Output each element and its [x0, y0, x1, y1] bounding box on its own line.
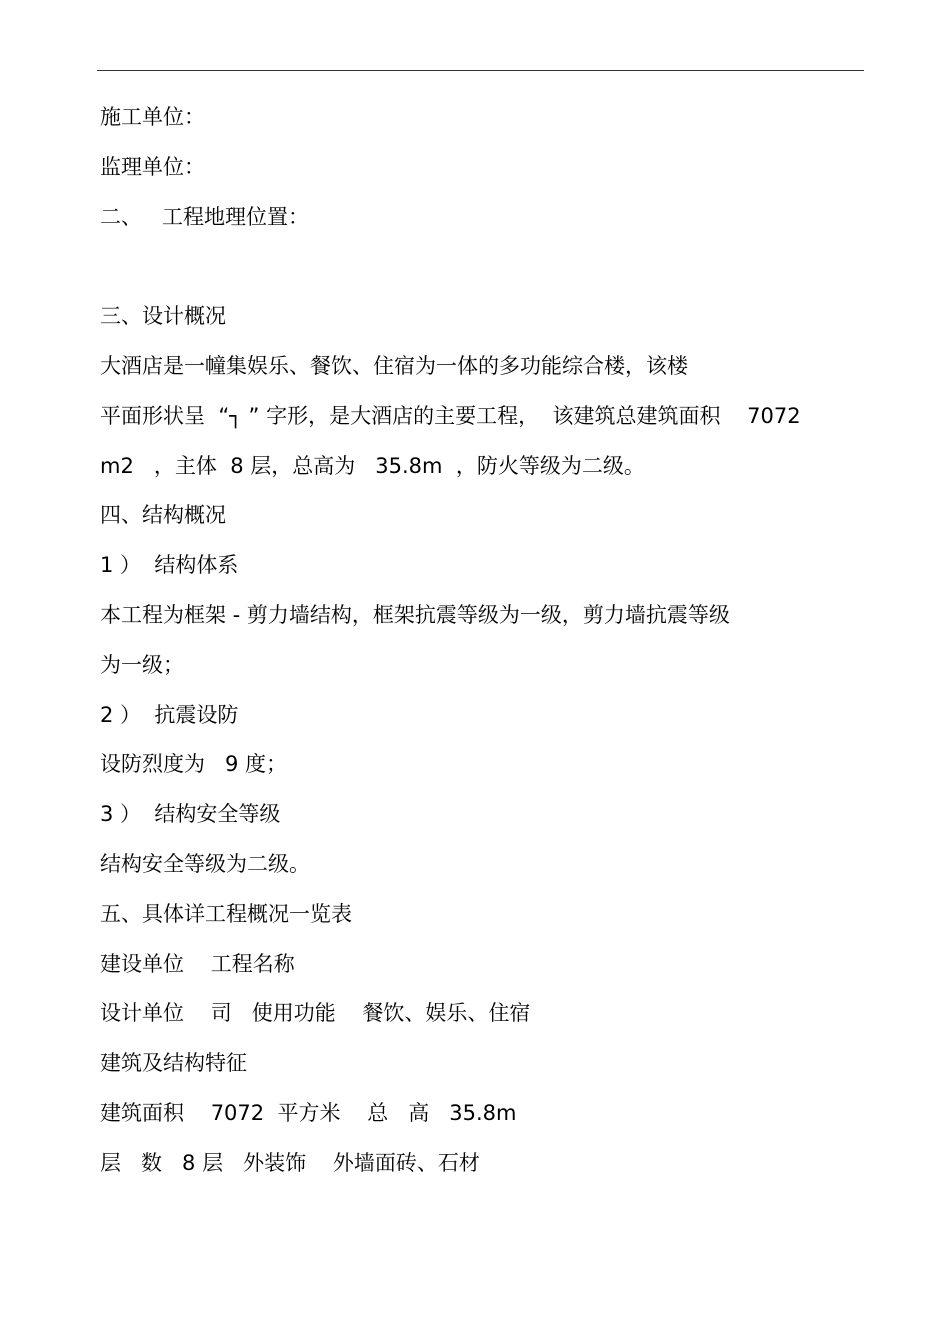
blank-line [100, 242, 870, 292]
subheading-safety-grade: 3 ） 结构安全等级 [100, 802, 281, 827]
line-construction-unit: 施工单位： [100, 105, 205, 129]
paragraph-structure-1: 本工程为框架 - 剪力墙结构，框架抗震等级为一级，剪力墙抗震等级 [100, 602, 730, 627]
table-row: 建设单位 工程名称 [100, 951, 295, 976]
table-row: 层 数 8 层 外装饰 外墙面砖、石材 [100, 1150, 480, 1175]
paragraph-safety-grade: 结构安全等级为二级。 [100, 851, 310, 876]
subheading-structure-system: 1 ） 结构体系 [100, 553, 239, 578]
heading-structure-overview: 四、结构概况 [100, 503, 226, 528]
heading-location: 二、 工程地理位置： [100, 204, 310, 229]
paragraph-hotel-desc-2: 平面形状呈 “┐ ” 字形，是大酒店的主要工程， 该建筑总建筑面积 7072 [100, 403, 801, 428]
paragraph-hotel-desc-1: 大酒店是一幢集娱乐、餐饮、住宿为一体的多功能综合楼，该楼 [100, 353, 688, 378]
heading-overview-table: 五、具体详工程概况一览表 [100, 901, 352, 926]
paragraph-seismic: 设防烈度为 9 度； [100, 752, 288, 777]
heading-design-overview: 三、设计概况 [100, 304, 226, 329]
table-row: 建筑及结构特征 [100, 1051, 247, 1076]
line-supervision-unit: 监理单位： [100, 154, 205, 179]
paragraph-structure-2: 为一级； [100, 652, 184, 677]
subheading-seismic: 2 ） 抗震设防 [100, 702, 239, 727]
header-rule [97, 70, 864, 71]
table-row: 设计单位 司 使用功能 餐饮、娱乐、住宿 [100, 1001, 531, 1026]
table-row: 建筑面积 7072 平方米 总 高 35.8m [100, 1100, 517, 1125]
paragraph-hotel-desc-3: m2 ，主体 8 层，总高为 35.8m ，防火等级为二级。 [100, 453, 645, 478]
document-body [100, 93, 870, 1189]
